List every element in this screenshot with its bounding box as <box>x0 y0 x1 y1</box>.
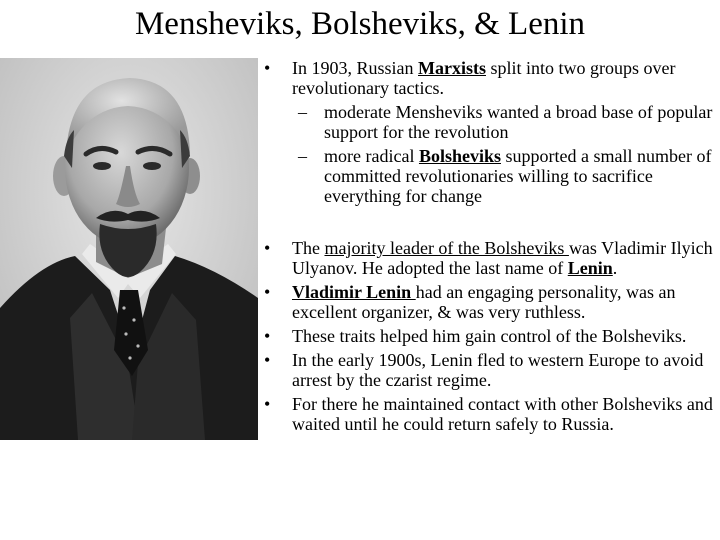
bullet-text-post: . <box>612 258 618 278</box>
bullet-dot: • <box>264 394 271 414</box>
term-lenin: Lenin <box>567 258 613 278</box>
lenin-portrait-photo <box>0 58 258 440</box>
subbullet-mensheviks <box>262 102 718 142</box>
subbullet-text-post: supported a small number of committed revolutionaries willing to sacrifice everything for change <box>324 146 712 206</box>
bullet-marxists-split <box>262 58 718 98</box>
bullet-text: These traits helped him gain control of the Bolsheviks. <box>292 326 687 346</box>
subbullet-bolsheviks <box>262 146 718 206</box>
bullet-majority-leader <box>262 238 718 278</box>
bullet-maintained-contact <box>262 394 718 434</box>
term-bolsheviks: Bolsheviks <box>418 146 501 166</box>
dash-marker: – <box>298 146 307 166</box>
bullet-dot: • <box>264 326 271 346</box>
bullet-fled-europe <box>262 350 718 390</box>
slide-title: Mensheviks, Bolsheviks, & Lenin <box>134 6 586 42</box>
bullet-text: For there he maintained contact with other Bolsheviks and waited until he could return safely to Russia. <box>292 394 713 434</box>
mensheviks-bolsheviks-bullets <box>262 58 718 210</box>
bullet-text-post: split into two groups over revolutionary tactics. <box>292 58 676 98</box>
subbullet-text-pre: more radical <box>324 146 419 166</box>
bullet-dot: • <box>264 350 271 370</box>
bullet-text-pre: The <box>292 238 325 258</box>
bullet-gain-control <box>262 326 718 346</box>
bullet-lenin-personality <box>262 282 718 322</box>
lenin-bullets <box>262 238 718 438</box>
bullet-text-mid: was Vladimir Ilyich Ulyanov. He adopted the last name of <box>292 238 713 278</box>
subbullet-text: moderate Mensheviks wanted a broad base of popular support for the revolution <box>324 102 713 142</box>
term-vladimir-lenin: Vladimir Lenin <box>292 282 416 302</box>
bullet-dot: • <box>264 238 271 258</box>
bullet-text-pre: In 1903, Russian <box>292 58 418 78</box>
bullet-dot: • <box>264 58 271 78</box>
dash-marker: – <box>298 102 307 122</box>
bullet-dot: • <box>264 282 271 302</box>
bullet-text-post: had an engaging personality, was an excellent organizer, & was very ruthless. <box>292 282 676 322</box>
bullet-text: In the early 1900s, Lenin fled to western Europe to avoid arrest by the czarist regime. <box>292 350 704 390</box>
term-marxists: Marxists <box>418 58 486 78</box>
underlined-majority-leader: majority leader of the Bolsheviks <box>324 238 569 258</box>
